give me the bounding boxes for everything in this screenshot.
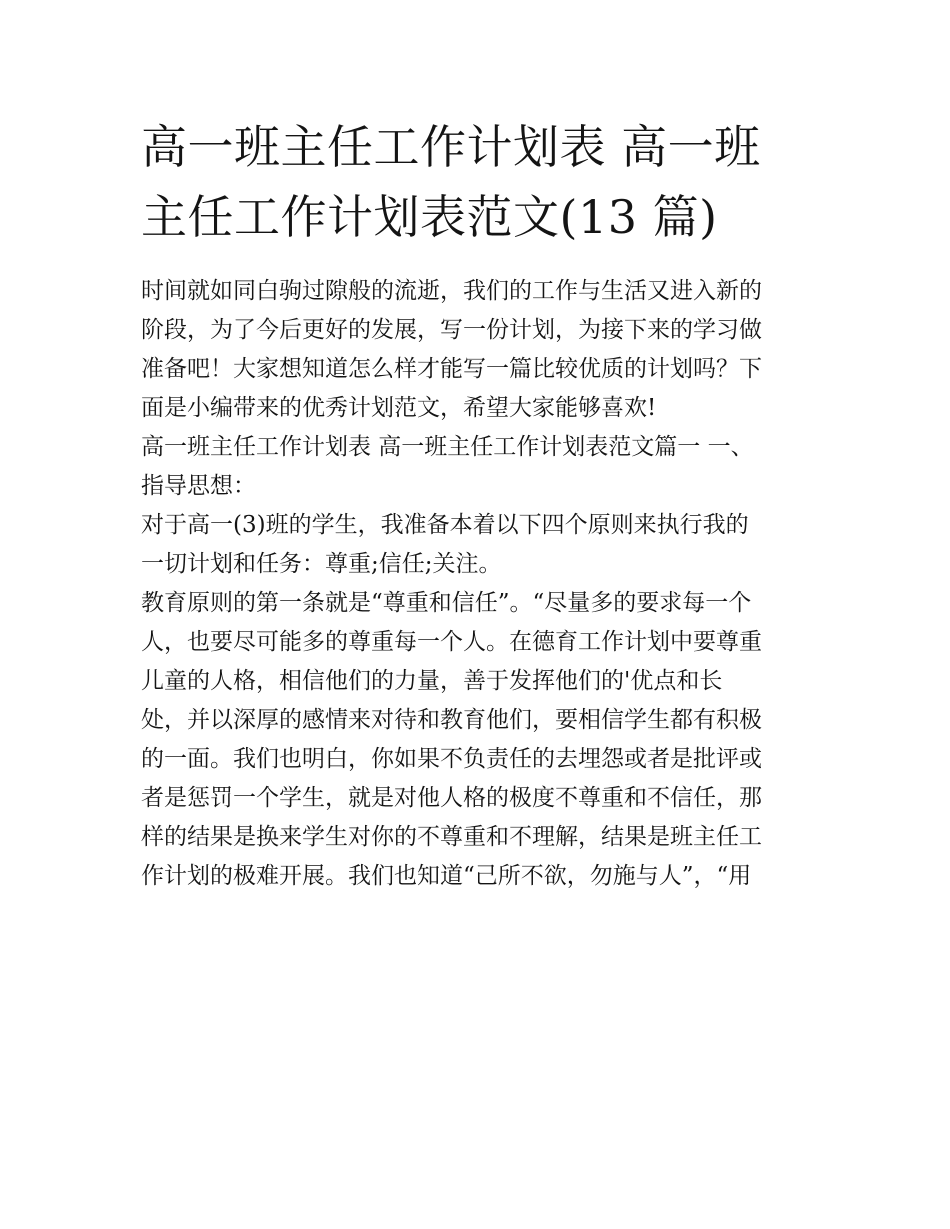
text-line: 准备吧！大家想知道怎么样才能写一篇比较优质的计划吗？下 [141, 356, 762, 382]
document-body [141, 112, 813, 896]
text-line: 人，也要尽可能多的尊重每一个人。在德育工作计划中要尊重 [141, 629, 762, 655]
respect-trust-paragraph [141, 584, 813, 896]
text-line: 阶段，为了今后更好的发展，写一份计划，为接下来的学习做 [141, 317, 762, 343]
text-line: 儿童的人格，相信他们的力量，善于发挥他们的'优点和长 [141, 668, 723, 694]
text-line: 作计划的极难开展。我们也知道“己所不欲，勿施与人”，“用 [141, 863, 752, 889]
text-line: 教育原则的第一条就是“尊重和信任”。“尽量多的要求每一个 [141, 590, 752, 616]
text-line: 一切计划和任务：尊重;信任;关注。 [141, 551, 502, 577]
text-line: 处，并以深厚的感情来对待和教育他们，要相信学生都有积极 [141, 707, 762, 733]
principles-paragraph [141, 506, 813, 584]
text-line: 者是惩罚一个学生，就是对他人格的极度不尊重和不信任，那 [141, 785, 762, 811]
text-line: 面是小编带来的优秀计划范文，希望大家能够喜欢! [141, 395, 657, 421]
text-line: 指导思想： [141, 473, 256, 499]
text-line: 对于高一(3)班的学生，我准备本着以下四个原则来执行我的 [141, 512, 749, 538]
intro-paragraph [141, 272, 813, 428]
title-line-1: 高一班主任工作计划表 高一班 [141, 120, 761, 174]
section-heading-paragraph [141, 428, 813, 506]
title-line-2: 主任工作计划表范文(13 篇) [141, 190, 718, 244]
text-line: 的一面。我们也明白，你如果不负责任的去埋怨或者是批评或 [141, 746, 762, 772]
document-title [141, 112, 813, 252]
text-line: 高一班主任工作计划表 高一班主任工作计划表范文篇一 一、 [141, 434, 754, 460]
text-line: 时间就如同白驹过隙般的流逝，我们的工作与生活又进入新的 [141, 278, 762, 304]
text-line: 样的结果是换来学生对你的不尊重和不理解，结果是班主任工 [141, 824, 762, 850]
